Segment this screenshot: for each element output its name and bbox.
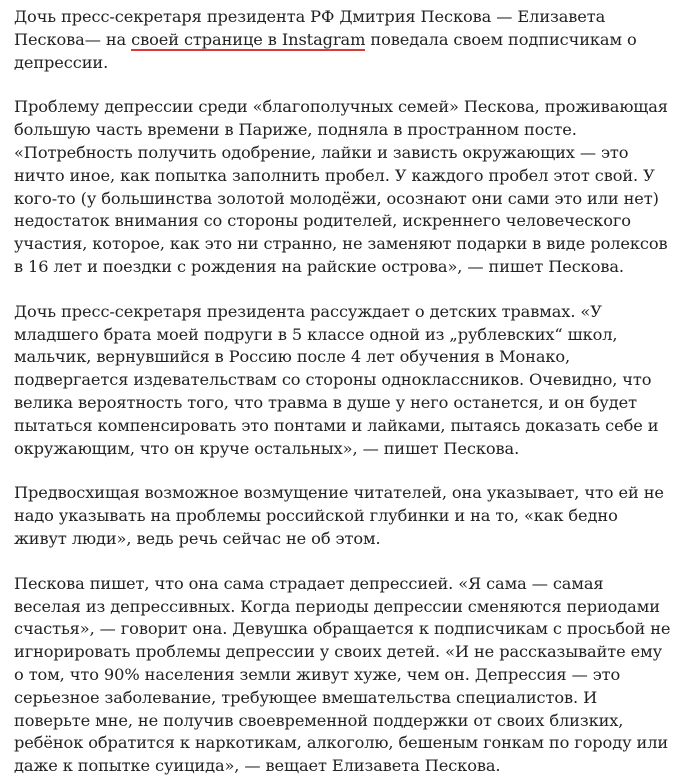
instagram-page-link[interactable]: своей странице в Instagram xyxy=(131,29,366,49)
paragraph-5: Пескова пишет, что она сама страдает депрессией. «Я сама — самая веселая из депрессивных. Когда периоды депрессии сменяются периодами счастья», — говорит она. Девушка обращается к подписчикам с просьбой не игнорировать проблемы депрессии у своих детей. «И не рассказывайте ему о том, что 90% населения земли живут хуже, чем он. Депрессия — это серьезное заболевание, требующее вмешательства специалистов. И поверьте мне, не получив своевременной поддержки от своих близких, ребёнок обратится к наркотикам, алкоголю, бешеным гонкам по городу или даже к попытке суицида», — вещает Елизавета Пескова. xyxy=(14,573,671,776)
paragraph-4: Предвосхищая возможное возмущение читателей, она указывает, что ей не надо указывать на проблемы российской глубинки и на то, «как бедно живут люди», ведь речь сейчас не об этом. xyxy=(14,483,664,548)
paragraph-1-text-after: поведала своем подписчикам о депрессии. xyxy=(14,29,637,72)
paragraph-3: Дочь пресс-секретаря президента рассуждает о детских травмах. «У младшего брата моей подруги в 5 классе одной из „рублевских“ школ, мальчик, вернувшийся в Россию после 4 лет обучения в Монако, подвергается издевательствам со стороны одноклассников. Очевидно, что велика вероятность того, что травма в душе у него останется, и он будет пытаться компенсировать это понтами и лайками, пытаясь доказать себе и окружающим, что он круче остальных», — пишет Пескова. xyxy=(14,301,659,458)
paragraph-1 xyxy=(14,6,675,74)
paragraph-2: Проблему депрессии среди «благополучных семей» Пескова, проживающая большую часть времени в Париже, подняла в пространном посте. «Потребность получить одобрение, лайки и зависть окружающих — это ничто иное, как попытка заполнить пробел. У каждого пробел этот свой. У кого-то (у большинства золотой молодёжи, осознают они сами это или нет) недостаток внимания со стороны родителей, искреннего человеческого участия, которое, как это ни странно, не заменяют подарки в виде ролексов в 16 лет и поездки с рождения на райские острова», — пишет Пескова. xyxy=(14,97,668,276)
paragraph-1-text-before: Дочь пресс-секретаря президента РФ Дмитрия Пескова — Елизавета Пескова— на xyxy=(14,7,606,49)
